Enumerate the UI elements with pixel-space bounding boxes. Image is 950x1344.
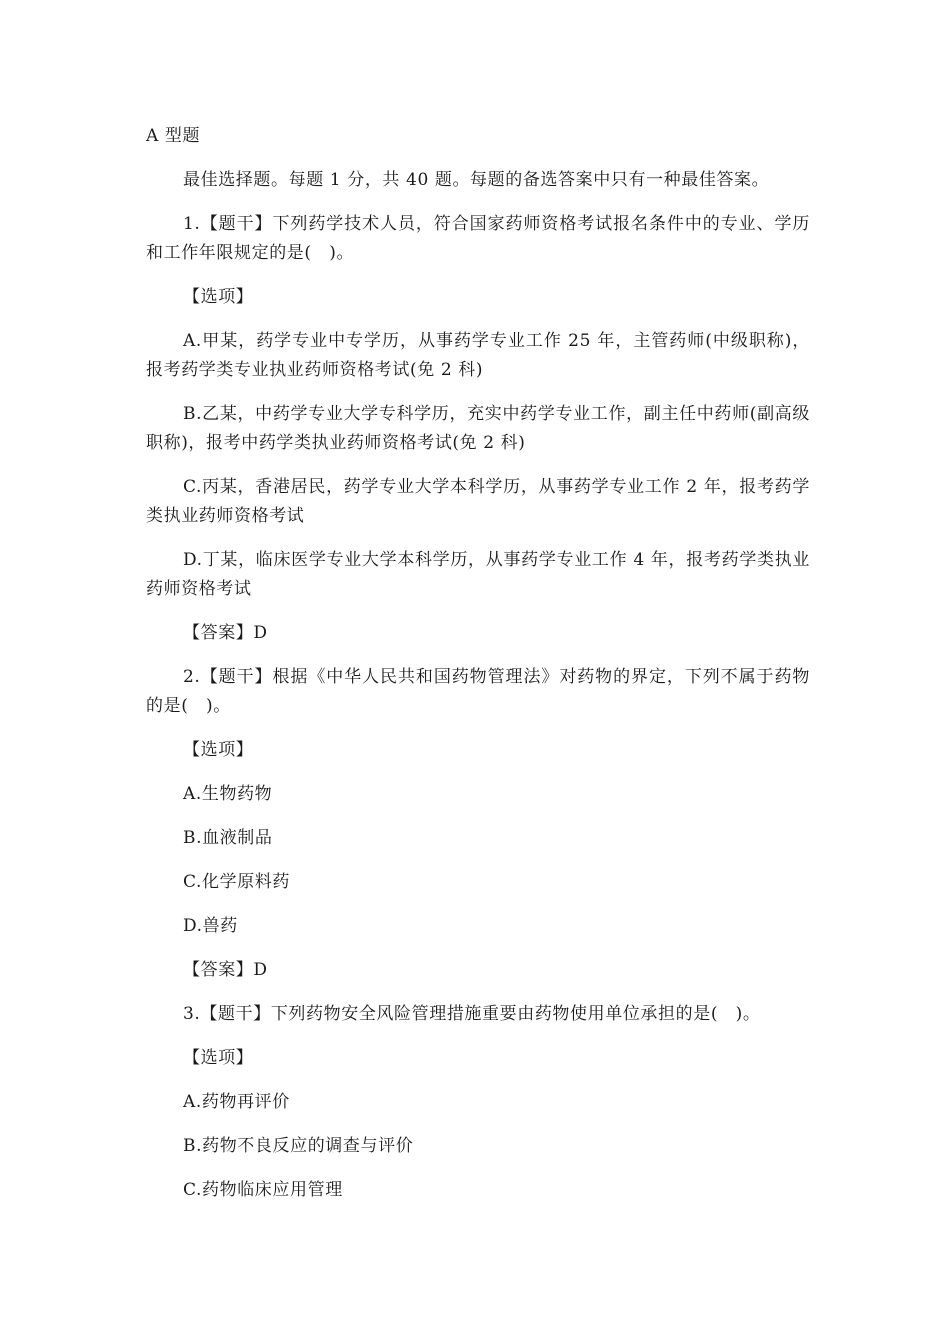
question-1-option-d: D.丁某，临床医学专业大学本科学历，从事药学专业工作 4 年，报考药学类执业药师资格考试 [146,550,810,599]
question-1-stem: 1.【题干】下列药学技术人员，符合国家药师资格考试报名条件中的专业、学历和工作年限规定的是( )。 [146,214,810,263]
question-1-option-c: C.丙某，香港居民，药学专业大学本科学历，从事药学专业工作 2 年，报考药学类执业药师资格考试 [146,477,810,526]
question-2-answer: 【答案】D [183,960,268,980]
question-1-option-b: B.乙某，中药学专业大学专科学历，充实中药学专业工作，副主任中药师(副高级职称)，报考中药学类执业药师资格考试(免 2 科) [146,404,810,453]
document-page [146,122,810,1220]
question-3-option-a: A.药物再评价 [183,1092,290,1112]
section-title: A 型题 [146,126,201,146]
question-3-options-label: 【选项】 [183,1048,254,1068]
question-2-option-a: A.生物药物 [183,784,273,804]
question-2-options-label: 【选项】 [183,740,254,760]
question-2-stem: 2.【题干】根据《中华人民共和国药物管理法》对药物的界定，下列不属于药物的是( )。 [146,667,810,716]
question-3-option-b: B.药物不良反应的调查与评价 [183,1136,414,1156]
question-2-option-d: D.兽药 [183,916,238,936]
question-3-stem: 3.【题干】下列药物安全风险管理措施重要由药物使用单位承担的是( )。 [183,1004,761,1024]
question-2-option-c: C.化学原料药 [183,872,291,892]
question-2-option-b: B.血液制品 [183,828,273,848]
question-3-option-c: C.药物临床应用管理 [183,1180,343,1200]
question-1-option-a: A.甲某，药学专业中专学历，从事药学专业工作 25 年，主管药师(中级职称)，报考药学类专业执业药师资格考试(免 2 科) [146,331,810,380]
question-1-options-label: 【选项】 [183,287,254,307]
question-1-answer: 【答案】D [183,623,268,643]
section-intro: 最佳选择题。每题 1 分，共 40 题。每题的备选答案中只有一种最佳答案。 [183,170,770,190]
